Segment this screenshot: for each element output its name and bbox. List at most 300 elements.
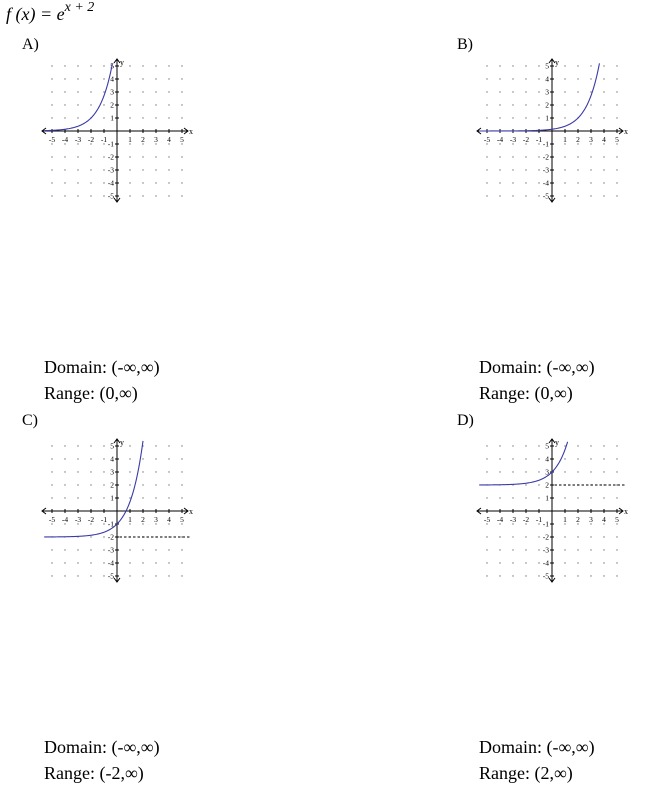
grid-dot [129,575,130,576]
grid-dot [103,91,104,92]
y-tick-label: -3 [107,545,114,555]
x-tick-label: -2 [87,515,95,524]
y-tick-label: 4 [110,454,114,464]
y-tick-label: 2 [545,480,549,490]
grid-dot [90,575,91,576]
grid-dot [525,65,526,66]
grid-dot [616,549,617,550]
y-tick-label: -4 [542,178,549,188]
y-tick-label: 5 [110,441,114,451]
grid-dot [577,497,578,498]
grid-dot [577,169,578,170]
grid-dot [603,169,604,170]
grid-dot [142,78,143,79]
grid-dot [181,575,182,576]
grid-dot [564,169,565,170]
grid-dot [142,497,143,498]
grid-dot [103,458,104,459]
grid-dot [64,497,65,498]
grid-dot [90,562,91,563]
grid-dot [564,78,565,79]
grid-dot [142,65,143,66]
grid-dot [168,169,169,170]
grid-dot [103,575,104,576]
grid-dot [538,458,539,459]
grid-dot [486,156,487,157]
x-tick-label: 3 [154,515,158,524]
grid-dot [590,78,591,79]
grid-dot [577,549,578,550]
grid-dot [155,484,156,485]
grid-dot [603,65,604,66]
grid-dot [538,562,539,563]
grid-dot [64,169,65,170]
grid-dot [525,169,526,170]
choice-c-info [44,734,160,786]
x-axis-label: x [624,507,628,516]
grid-dot [129,195,130,196]
grid-dot [103,117,104,118]
grid-dot [129,78,130,79]
y-axis-label: y [555,438,559,447]
grid-dot [603,536,604,537]
grid-dot [564,195,565,196]
grid-dot [564,575,565,576]
grid-dot [155,156,156,157]
grid-dot [77,65,78,66]
grid-dot [603,78,604,79]
grid-dot [525,104,526,105]
grid-dot [155,497,156,498]
grid-dot [525,484,526,485]
grid-dot [168,182,169,183]
x-tick-label: 3 [154,135,158,144]
grid-dot [577,458,578,459]
grid-dot [51,471,52,472]
grid-dot [129,91,130,92]
y-axis-label: y [120,58,124,67]
grid-dot [577,536,578,537]
grid-dot [577,575,578,576]
grid-dot [525,91,526,92]
x-tick-label: -1 [100,515,108,524]
y-tick-label: -2 [107,152,114,162]
x-tick-label: 2 [141,135,145,144]
grid-dot [90,169,91,170]
grid-dot [538,497,539,498]
x-tick-label: 1 [128,515,132,524]
y-tick-label: -5 [107,191,114,201]
grid-dot [590,471,591,472]
grid-dot [64,471,65,472]
grid-dot [486,549,487,550]
grid-dot [564,156,565,157]
choice-c-domain: Domain: (-∞,∞) [44,737,160,757]
grid-dot [499,562,500,563]
grid-dot [181,195,182,196]
grid-dot [616,182,617,183]
grid-dot [64,195,65,196]
grid-dot [499,195,500,196]
x-tick-label: 3 [589,515,593,524]
y-tick-label: 3 [545,467,549,477]
grid-dot [486,536,487,537]
grid-dot [512,182,513,183]
grid-dot [51,549,52,550]
grid-dot [51,65,52,66]
grid-dot [103,497,104,498]
grid-dot [77,458,78,459]
grid-dot [90,156,91,157]
choice-c-range: Range: (-2,∞) [44,763,144,783]
x-tick-label: 4 [167,515,171,524]
grid-dot [603,156,604,157]
x-tick-label: -3 [509,135,517,144]
grid-dot [499,104,500,105]
grid-dot [590,549,591,550]
grid-dot [512,575,513,576]
function-prefix: f (x) = e [6,4,65,24]
grid-dot [577,104,578,105]
grid-dot [155,575,156,576]
grid-dot [51,117,52,118]
grid-dot [129,182,130,183]
grid-dot [590,169,591,170]
grid-dot [499,65,500,66]
grid-dot [129,445,130,446]
grid-dot [512,549,513,550]
grid-dot [512,195,513,196]
y-tick-label: 1 [110,113,114,123]
y-tick-label: -5 [542,571,549,581]
grid-dot [564,549,565,550]
grid-dot [499,445,500,446]
grid-dot [499,182,500,183]
x-tick-label: -5 [483,515,491,524]
grid-dot [51,156,52,157]
grid-dot [603,117,604,118]
grid-dot [538,471,539,472]
grid-dot [142,471,143,472]
grid-dot [168,91,169,92]
grid-dot [181,182,182,183]
grid-dot [142,169,143,170]
grid-dot [486,78,487,79]
choice-c-label[interactable]: C) [22,412,38,429]
choice-a-info [44,354,160,406]
grid-dot [90,445,91,446]
grid-dot [168,471,169,472]
grid-dot [512,536,513,537]
grid-dot [616,91,617,92]
grid-dot [103,471,104,472]
grid-dot [181,536,182,537]
grid-dot [616,497,617,498]
grid-dot [616,78,617,79]
grid-dot [155,445,156,446]
grid-dot [51,562,52,563]
grid-dot [168,195,169,196]
choice-a-label[interactable]: A) [22,36,39,53]
grid-dot [512,562,513,563]
x-tick-label: 3 [589,135,593,144]
grid-dot [64,91,65,92]
grid-dot [90,195,91,196]
grid-dot [181,156,182,157]
grid-dot [486,497,487,498]
grid-dot [90,549,91,550]
grid-dot [590,458,591,459]
grid-dot [590,182,591,183]
grid-dot [64,117,65,118]
grid-dot [129,65,130,66]
choice-d-domain: Domain: (-∞,∞) [479,737,595,757]
grid-dot [168,78,169,79]
x-tick-label: -5 [48,135,56,144]
grid-dot [590,445,591,446]
grid-dot [616,575,617,576]
x-tick-label: 4 [602,135,606,144]
grid-dot [155,195,156,196]
grid-dot [499,497,500,498]
y-tick-label: -1 [542,519,549,529]
exponential-curve [479,442,567,485]
grid-dot [512,91,513,92]
grid-dot [77,471,78,472]
grid-dot [142,484,143,485]
y-tick-label: 4 [545,74,549,84]
y-tick-label: -2 [542,152,549,162]
choice-a-domain: Domain: (-∞,∞) [44,357,160,377]
y-axis-label: y [555,58,559,67]
grid-dot [603,549,604,550]
y-tick-label: 3 [110,467,114,477]
grid-dot [155,78,156,79]
grid-dot [77,575,78,576]
grid-dot [577,78,578,79]
grid-dot [525,78,526,79]
grid-dot [564,65,565,66]
grid-dot [51,458,52,459]
x-tick-label: 2 [141,515,145,524]
grid-dot [103,182,104,183]
grid-dot [64,78,65,79]
grid-dot [77,445,78,446]
x-tick-label: 5 [180,135,184,144]
grid-dot [525,562,526,563]
exponential-curve [44,63,112,130]
x-tick-label: -4 [496,515,504,524]
grid-dot [155,65,156,66]
y-tick-label: 2 [110,480,114,490]
grid-dot [525,195,526,196]
grid-dot [90,78,91,79]
choice-b-label[interactable]: B) [457,36,473,53]
grid-dot [525,536,526,537]
grid-dot [168,458,169,459]
grid-dot [564,91,565,92]
grid-dot [77,497,78,498]
grid-dot [564,104,565,105]
function-title [6,2,94,25]
x-tick-label: 5 [615,135,619,144]
grid-dot [77,104,78,105]
grid-dot [90,65,91,66]
y-tick-label: -1 [542,139,549,149]
grid-dot [538,104,539,105]
grid-dot [525,497,526,498]
grid-dot [64,549,65,550]
grid-dot [577,91,578,92]
y-tick-label: 1 [110,493,114,503]
y-tick-label: -1 [107,139,114,149]
grid-dot [168,575,169,576]
grid-dot [616,65,617,66]
choice-b-range: Range: (0,∞) [479,383,573,403]
grid-dot [538,65,539,66]
grid-dot [538,484,539,485]
grid-dot [155,169,156,170]
grid-dot [103,536,104,537]
grid-dot [64,65,65,66]
grid-dot [181,549,182,550]
grid-dot [525,156,526,157]
x-tick-label: -3 [74,515,82,524]
choice-c-graph [42,436,202,586]
y-tick-label: 2 [110,100,114,110]
grid-dot [142,575,143,576]
grid-dot [590,117,591,118]
grid-dot [103,562,104,563]
grid-dot [168,117,169,118]
choice-d-label[interactable]: D) [457,412,474,429]
y-tick-label: -1 [107,519,114,529]
grid-dot [181,484,182,485]
grid-dot [499,575,500,576]
grid-dot [168,562,169,563]
y-tick-label: 4 [110,74,114,84]
grid-dot [538,156,539,157]
grid-dot [142,156,143,157]
grid-dot [129,549,130,550]
choice-d-info [479,734,595,786]
grid-dot [564,562,565,563]
grid-dot [168,497,169,498]
x-tick-label: 2 [576,135,580,144]
grid-dot [564,117,565,118]
grid-dot [603,458,604,459]
grid-dot [616,484,617,485]
choice-a-range: Range: (0,∞) [44,383,138,403]
grid-dot [168,445,169,446]
grid-dot [512,445,513,446]
grid-dot [616,536,617,537]
grid-dot [155,458,156,459]
grid-dot [142,195,143,196]
grid-dot [103,484,104,485]
grid-dot [603,471,604,472]
grid-dot [181,169,182,170]
grid-dot [155,91,156,92]
grid-dot [499,549,500,550]
grid-dot [590,562,591,563]
grid-dot [538,182,539,183]
grid-dot [142,182,143,183]
grid-dot [51,182,52,183]
grid-dot [181,91,182,92]
y-tick-label: -2 [542,532,549,542]
grid-dot [590,104,591,105]
grid-dot [64,458,65,459]
grid-dot [499,471,500,472]
grid-dot [103,156,104,157]
grid-dot [577,182,578,183]
grid-dot [590,575,591,576]
grid-dot [538,536,539,537]
grid-dot [538,91,539,92]
grid-dot [155,182,156,183]
grid-dot [64,104,65,105]
grid-dot [616,471,617,472]
grid-dot [51,104,52,105]
grid-dot [512,104,513,105]
y-tick-label: -4 [107,558,114,568]
grid-dot [168,549,169,550]
x-tick-label: 4 [602,515,606,524]
grid-dot [512,117,513,118]
grid-dot [525,549,526,550]
grid-dot [77,169,78,170]
grid-dot [525,458,526,459]
grid-dot [155,549,156,550]
grid-dot [486,104,487,105]
grid-dot [525,575,526,576]
grid-dot [77,549,78,550]
grid-dot [512,156,513,157]
grid-dot [564,182,565,183]
grid-dot [499,169,500,170]
grid-dot [77,562,78,563]
grid-dot [616,562,617,563]
y-tick-label: 5 [110,61,114,71]
grid-dot [142,562,143,563]
y-tick-label: 4 [545,454,549,464]
grid-dot [590,497,591,498]
grid-dot [616,195,617,196]
grid-dot [103,549,104,550]
grid-dot [525,117,526,118]
x-tick-label: -2 [522,515,530,524]
grid-dot [90,91,91,92]
grid-dot [486,562,487,563]
grid-dot [103,169,104,170]
grid-dot [77,78,78,79]
grid-dot [181,104,182,105]
choice-a-graph [42,56,202,206]
y-tick-label: 5 [545,61,549,71]
grid-dot [564,471,565,472]
grid-dot [590,536,591,537]
grid-dot [538,78,539,79]
grid-dot [103,78,104,79]
grid-dot [616,117,617,118]
grid-dot [103,445,104,446]
y-tick-label: -3 [107,165,114,175]
grid-dot [129,562,130,563]
x-tick-label: 5 [615,515,619,524]
y-tick-label: 1 [545,493,549,503]
grid-dot [538,575,539,576]
